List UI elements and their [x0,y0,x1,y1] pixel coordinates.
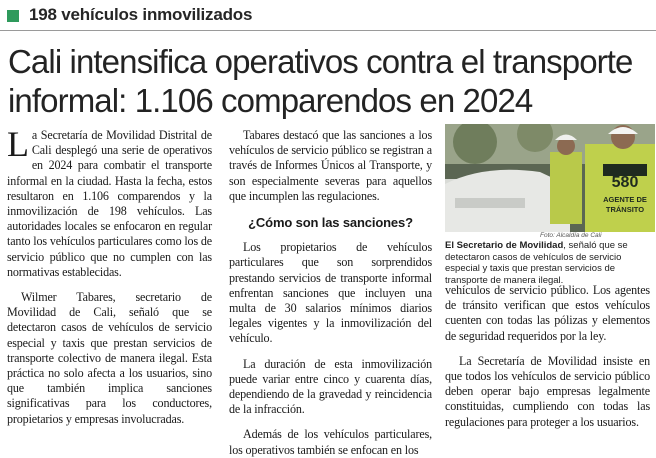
caption-text: , señaló que se detectaron casos de vehículos de servicio especial y taxis que prestan servicios de transporte de manera ilegal. [445,240,628,286]
paragraph: vehículos de servicio público. Los agentes de tránsito verifican que estos vehículos cuenten con todas las pólizas y elementos de seguridad requeridos por la ley. [445,283,650,343]
photo-credit: Foto: Alcaldía de Cali [540,232,602,239]
vest-number: 580 [611,174,639,191]
photo-caption [445,240,653,286]
article-column-1 [7,124,212,427]
kicker-text: 198 vehículos inmovilizados [29,5,253,24]
paragraph: La duración de esta inmovilización puede variar entre cinco y cuarenta días, dependiendo de la gravedad y reincidencia de la infracción. [229,356,432,417]
article-column-3 [445,283,650,430]
kicker-square-icon [7,10,19,22]
kicker-divider [0,30,656,31]
paragraph: Además de los vehículos particulares, los operativos también se enfocan en los [229,427,432,457]
drop-cap: L [7,124,29,164]
article-headline: Cali intensifica operativos contra el transporte informal: 1.106 comparendos en 2024 [8,43,633,119]
lead-paragraph-text: a Secretaría de Movilidad Distrital de Cali desplegó una serie de operativos en 2024 para combatir el transporte informal en la ciudad. Hasta la fecha, estos resultaron en 1.106 comparendos y la inmovilización de 198 vehículos. Las autoridades locales se enfocaron en regular tanto los vehículos particulares como los de servicio público que no cumplen con las normativas establecidas. [7,128,212,279]
lead-paragraph [7,124,212,280]
article-photo [445,124,655,232]
paragraph: Tabares destacó que las sanciones a los vehículos de servicio público se registran a través de Informes Únicos al Transporte, y son especialmente severas para aquellos que incumplen las regulaciones. [229,128,432,203]
vest-text-line-1: AGENTE DE [603,195,647,204]
article-subheading: ¿Cómo son las sanciones? [248,215,413,231]
vest-text-line-2: TRÁNSITO [605,205,645,214]
section-kicker [7,3,252,27]
paragraph: Los propietarios de vehículos particulares que son sorprendidos prestando servicios de transporte informal enfrentan sanciones que incluyen una multa de 30 salarios mínimos diarios legales vigentes y la inmovilización del vehículo. [229,240,432,346]
paragraph: La Secretaría de Movilidad insiste en que todos los vehículos de servicio público deben operar bajo empresas legalmente constituidas, cumpliendo con todas las regulaciones para proteger a los usuarios. [445,353,650,429]
traffic-agents-photo [445,124,655,232]
article-column-2 [229,128,432,458]
caption-bold: El Secretario de Movilidad [445,240,564,251]
paragraph: Wilmer Tabares, secretario de Movilidad de Cali, señaló que se detectaron casos de vehículos de servicio especial y taxis que prestan servicios de transporte colectivo de manera ilegal. Esta práctica no solo afecta a los usuarios, sino que también implica sanciones significativas para los conductores, propietarios y empresas involucradas. [7,290,212,426]
